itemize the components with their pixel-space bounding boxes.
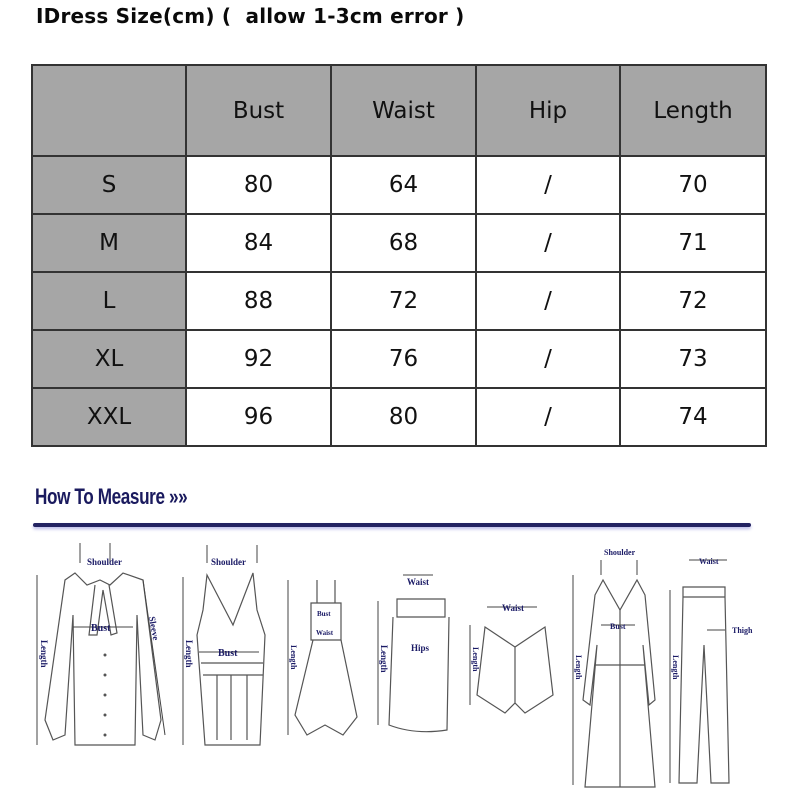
bust-label: Bust — [218, 648, 238, 659]
header-length: Length — [620, 65, 766, 156]
bust-label: Bust — [317, 610, 331, 618]
length-value: 74 — [620, 388, 766, 446]
shoulder-label: Shoulder — [87, 557, 123, 567]
length-value: 72 — [620, 272, 766, 330]
slip-dress-diagram — [288, 580, 357, 735]
length-label: Length — [574, 655, 583, 680]
table-row — [32, 388, 766, 446]
length-label: Length — [289, 645, 298, 670]
hip-value: / — [476, 214, 620, 272]
how-to-measure-heading: How To Measure »» — [35, 484, 188, 509]
size-label: XL — [32, 330, 186, 388]
size-label: L — [32, 272, 186, 330]
table-header-row — [32, 65, 766, 156]
header-waist: Waist — [331, 65, 476, 156]
length-value: 70 — [620, 156, 766, 214]
tank-dress-diagram — [183, 545, 265, 745]
waist-label: Waist — [316, 629, 334, 637]
size-chart-table — [31, 64, 767, 447]
hip-value: / — [476, 388, 620, 446]
waist-label: Waist — [502, 603, 525, 613]
length-label: Length — [379, 645, 389, 673]
waist-label: Waist — [699, 557, 719, 566]
coat-dress-diagram — [573, 548, 655, 787]
bust-value: 96 — [186, 388, 331, 446]
measurement-illustrations — [25, 535, 785, 795]
table-row — [32, 272, 766, 330]
trousers-diagram — [670, 557, 753, 783]
size-label: M — [32, 214, 186, 272]
shorts-diagram — [470, 603, 553, 713]
waist-label: Waist — [407, 577, 430, 587]
bust-value: 88 — [186, 272, 331, 330]
table-row — [32, 156, 766, 214]
length-label: Length — [671, 655, 680, 680]
thigh-label: Thigh — [732, 626, 753, 635]
header-corner — [32, 65, 186, 156]
bust-value: 80 — [186, 156, 331, 214]
bust-label: Bust — [91, 623, 111, 634]
size-label: S — [32, 156, 186, 214]
shoulder-label: Shoulder — [604, 548, 636, 557]
header-hip: Hip — [476, 65, 620, 156]
waist-value: 80 — [331, 388, 476, 446]
waist-value: 64 — [331, 156, 476, 214]
hip-value: / — [476, 272, 620, 330]
hip-value: / — [476, 156, 620, 214]
size-label: XXL — [32, 388, 186, 446]
table-row — [32, 330, 766, 388]
waist-value: 72 — [331, 272, 476, 330]
length-label: Length — [184, 640, 194, 668]
waist-value: 68 — [331, 214, 476, 272]
hips-label: Hips — [411, 643, 430, 653]
waist-value: 76 — [331, 330, 476, 388]
section-divider — [33, 523, 751, 527]
bust-value: 84 — [186, 214, 331, 272]
bust-value: 92 — [186, 330, 331, 388]
length-value: 71 — [620, 214, 766, 272]
table-row — [32, 214, 766, 272]
header-bust: Bust — [186, 65, 331, 156]
hip-value: / — [476, 330, 620, 388]
page-title: IDress Size(cm) ( allow 1-3cm error ) — [36, 4, 465, 28]
blouse-diagram — [37, 543, 165, 745]
skirt-diagram — [378, 575, 449, 732]
shoulder-label: Shoulder — [211, 557, 247, 567]
sleeve-label: Sleeve — [147, 615, 162, 641]
bust-label: Bust — [610, 622, 626, 631]
length-label: Length — [471, 647, 480, 672]
length-value: 73 — [620, 330, 766, 388]
length-label: Length — [39, 640, 49, 668]
